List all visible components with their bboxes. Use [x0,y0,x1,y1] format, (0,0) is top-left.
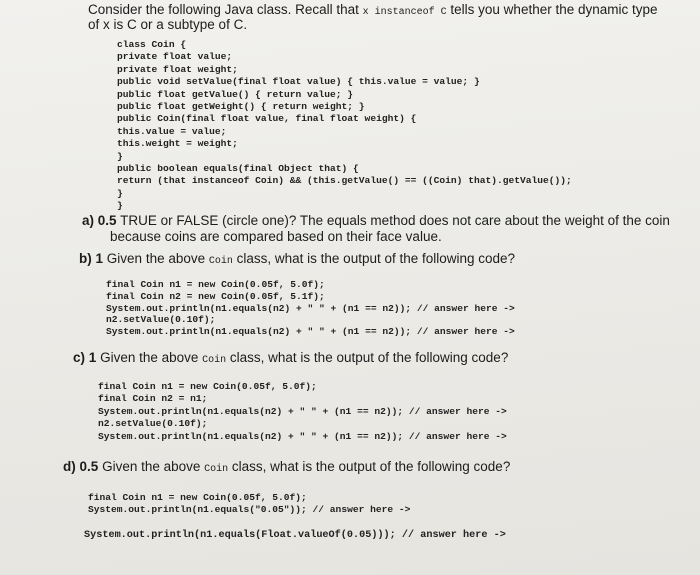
question-b-code-word: Coin [208,256,233,267]
question-b-code [106,279,515,338]
question-a-text: TRUE or FALSE (circle one)? The equals method does not care about the weight of the coin [120,213,670,228]
code-line: n2.setValue(0.10f); [106,314,216,326]
question-b-text: Given the above [106,251,209,266]
question-d-label: d) [63,459,76,474]
question-c-code-word: Coin [202,355,227,366]
code-line: final Coin n2 = new Coin(0.05f, 5.1f); [106,290,325,302]
code-line: this.value = value; [117,125,227,137]
question-c-points: 1 [88,350,97,365]
question-d-text: Given the above [102,459,205,474]
question-d-code-1 [88,492,410,517]
question-d-text-end: class, what is the output of the following code? [228,459,511,474]
code-line: System.out.println(n1.equals(n2) + " " + (n1 == n2)); // answer here -> [106,326,515,338]
intro-code: x instanceof C [362,7,447,18]
code-line: public void setValue(final float value) { this.value = value; } [117,76,480,88]
code-line: private float value; [117,51,233,63]
intro-text-end: tells you whether the dynamic type [446,2,658,17]
code-line: System.out.println(n1.equals(n2) + " " + (n1 == n2)); // answer here -> [98,405,507,417]
question-d-code-word: Coin [204,464,229,475]
code-line: private float weight; [117,63,238,75]
question-c-text: Given the above [100,350,203,365]
question-b-label: b) [79,251,92,266]
class-code-block [117,39,572,213]
code-line: public boolean equals(final Object that) { [117,163,359,175]
intro-text: Consider the following Java class. Recall that [88,2,363,17]
code-line: class Coin { [117,39,187,50]
code-line: return (that instanceof Coin) && (this.getValue() == ((Coin) that).getValue()); [117,175,572,187]
code-line: } [117,150,123,162]
code-line: final Coin n1 = new Coin(0.05f, 5.0f); [98,381,317,392]
code-line: System.out.println(n1.equals(Float.valueOf(0.05))); // answer here -> [84,530,506,541]
question-b [79,251,515,267]
code-line: } [117,200,123,212]
code-line: final Coin n1 = new Coin(0.05f, 5.0f); [88,492,307,503]
code-line: final Coin n1 = new Coin(0.05f, 5.0f); [106,279,325,290]
question-b-text-end: class, what is the output of the following code? [232,251,516,266]
code-line: System.out.println(n1.equals(n2) + " " + (n1 == n2)); // answer here -> [98,430,507,442]
code-line: System.out.println(n1.equals("0.05")); // answer here -> [88,504,411,516]
question-b-points: 1 [95,251,104,266]
code-line: public float getWeight() { return weight; } [117,101,365,113]
code-line: } [117,187,123,199]
intro-line-1 [88,2,658,18]
code-line: final Coin n2 = n1; [98,393,208,405]
question-a [82,213,670,228]
code-line: n2.setValue(0.10f); [98,418,208,430]
question-a-label: a) [82,213,95,228]
question-d-points: 0.5 [79,459,99,474]
code-line: this.weight = weight; [117,138,238,150]
question-c-text-end: class, what is the output of the following code? [226,350,509,365]
question-c [73,350,508,366]
code-line: public float getValue() { return value; } [117,88,354,100]
question-d [63,459,510,475]
question-a-points: 0.5 [97,213,117,228]
code-line: System.out.println(n1.equals(n2) + " " + (n1 == n2)); // answer here -> [106,302,515,314]
question-a-line-2: because coins are compared based on their face value. [110,229,442,244]
code-line: public Coin(final float value, final float weight) { [117,113,417,125]
question-c-label: c) [73,350,86,365]
question-c-code [98,381,507,443]
intro-line-2: of x is C or a subtype of C. [88,17,248,32]
question-d-code-2 [84,530,506,541]
